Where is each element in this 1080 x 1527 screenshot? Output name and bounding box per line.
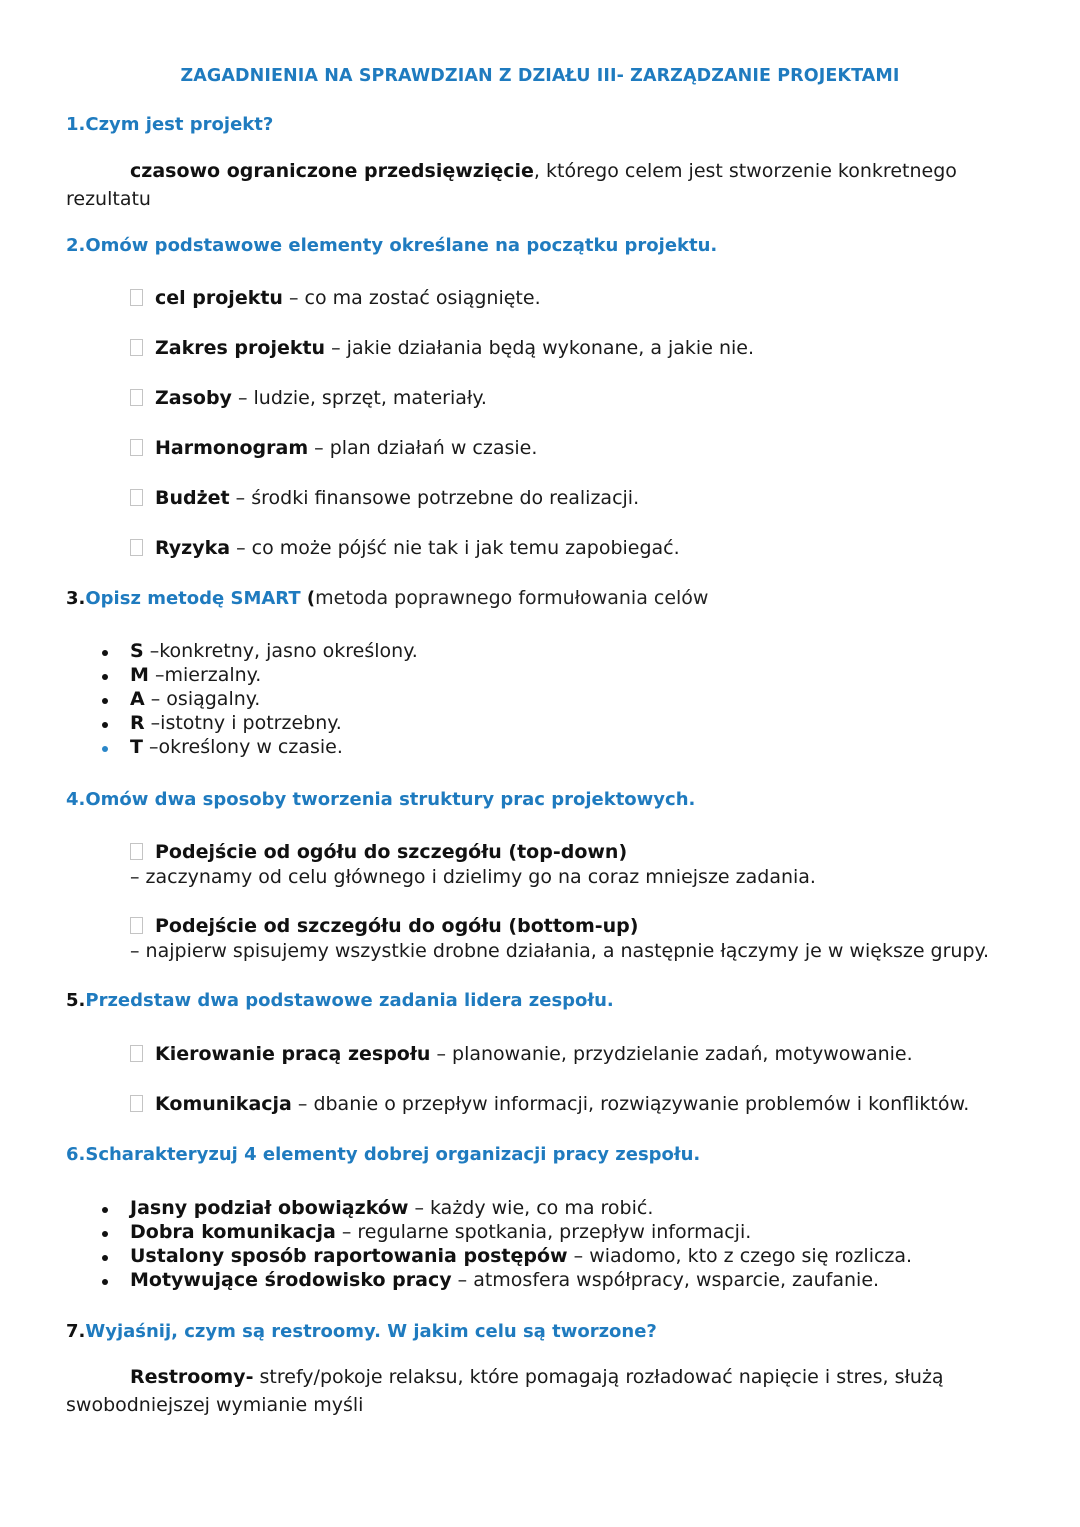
item-term: S: [130, 640, 144, 662]
item-term: Ryzyka: [155, 537, 231, 559]
checkbox-icon: [130, 439, 143, 456]
question-number: 5.: [66, 990, 86, 1011]
checkbox-icon: [130, 1095, 143, 1112]
heading-note: metoda poprawnego formułowania celów: [315, 587, 709, 609]
item-desc: – jakie działania będą wykonane, a jakie nie.: [325, 337, 754, 359]
bullet-icon: [102, 674, 108, 680]
bullet-icon: [102, 1207, 108, 1213]
item-desc: – atmosfera współpracy, wsparcie, zaufanie.: [451, 1269, 880, 1291]
item-term: Podejście od ogółu do szczegółu (top-down): [155, 841, 628, 863]
item-term: Ustalony sposób raportowania postępów: [130, 1245, 568, 1267]
item-desc: –konkretny, jasno określony.: [143, 640, 418, 662]
item-desc: – każdy wie, co ma robić.: [408, 1197, 654, 1219]
list-item-desc: – zaczynamy od celu głównego i dzielimy go na coraz mniejsze zadania.: [130, 866, 816, 888]
checkbox-icon: [130, 339, 143, 356]
checkbox-icon: [130, 489, 143, 506]
item-term: Motywujące środowisko pracy: [130, 1269, 452, 1291]
list-item-desc: – najpierw spisujemy wszystkie drobne działania, a następnie łączymy je w większe grupy.: [130, 940, 990, 962]
item-desc: – co ma zostać osiągnięte.: [282, 287, 541, 309]
item-term: Budżet: [155, 487, 230, 509]
item-term: A: [130, 688, 145, 710]
list-item: [130, 487, 639, 509]
question-5-heading: [66, 990, 614, 1011]
question-6-heading: 6.Scharakteryzuj 4 elementy dobrej organizacji pracy zespołu.: [66, 1144, 701, 1165]
checkbox-icon: [130, 289, 143, 306]
heading-text: Wyjaśnij, czym są restroomy. W jakim celu są tworzone?: [85, 1321, 657, 1342]
checkbox-icon: [130, 389, 143, 406]
list-item: [130, 664, 261, 686]
item-desc: – ludzie, sprzęt, materiały.: [231, 387, 487, 409]
list-item: [130, 337, 754, 359]
bullet-icon: [102, 722, 108, 728]
checkbox-icon: [130, 1045, 143, 1062]
question-1-heading: 1.Czym jest projekt?: [66, 114, 274, 135]
list-item-term: [130, 841, 627, 863]
checkbox-icon: [130, 843, 143, 860]
list-item: [130, 1197, 653, 1219]
bullet-icon: [102, 1231, 108, 1237]
question-4-heading: 4.Omów dwa sposoby tworzenia struktury prac projektowych.: [66, 789, 696, 810]
question-7-answer-line2: swobodniejszej wymianie myśli: [66, 1394, 364, 1416]
bullet-icon: [102, 698, 108, 704]
list-item: [130, 688, 260, 710]
item-term: cel projektu: [155, 287, 283, 309]
list-item-term: [130, 915, 638, 937]
checkbox-icon: [130, 917, 143, 934]
item-term: Harmonogram: [155, 437, 309, 459]
question-2-heading: 2.Omów podstawowe elementy określane na początku projektu.: [66, 235, 718, 256]
item-desc: – osiągalny.: [144, 688, 261, 710]
item-term: M: [130, 664, 149, 686]
item-desc: – wiadomo, kto z czego się rozlicza.: [567, 1245, 913, 1267]
list-item: [130, 1221, 751, 1243]
list-item: [130, 1093, 969, 1115]
item-desc: – regularne spotkania, przepływ informacji.: [335, 1221, 752, 1243]
question-1-answer-line2: rezultatu: [66, 188, 151, 210]
item-desc: –określony w czasie.: [142, 736, 343, 758]
item-term: Jasny podział obowiązków: [130, 1197, 409, 1219]
answer-term: Restroomy-: [130, 1366, 254, 1388]
item-term: Zakres projektu: [155, 337, 326, 359]
question-7-heading: [66, 1321, 657, 1342]
bullet-icon: [102, 746, 108, 752]
item-desc: –istotny i potrzebny.: [144, 712, 342, 734]
bullet-icon: [102, 650, 108, 656]
question-number: 7.: [66, 1321, 86, 1342]
item-desc: – środki finansowe potrzebne do realizacji.: [229, 487, 640, 509]
question-7-answer: [130, 1366, 944, 1388]
question-3-heading: [66, 587, 708, 609]
list-item: [130, 640, 418, 662]
bullet-icon: [102, 1255, 108, 1261]
answer-text: , którego celem jest stworzenie konkretnego: [533, 160, 957, 182]
list-item: [130, 387, 487, 409]
list-item: [130, 437, 537, 459]
list-item: [130, 537, 680, 559]
list-item: [130, 1245, 912, 1267]
item-desc: – dbanie o przepływ informacji, rozwiązywanie problemów i konfliktów.: [291, 1093, 970, 1115]
item-desc: – plan działań w czasie.: [308, 437, 538, 459]
question-1-answer: [130, 160, 957, 182]
list-item: [130, 712, 342, 734]
question-number: 3.: [66, 588, 86, 609]
item-term: T: [130, 736, 143, 758]
item-term: Kierowanie pracą zespołu: [155, 1043, 431, 1065]
list-item: [130, 1043, 913, 1065]
answer-term: czasowo ograniczone przedsięwzięcie: [130, 160, 534, 182]
list-item: [130, 287, 541, 309]
item-term: Zasoby: [155, 387, 232, 409]
item-term: Podejście od szczegółu do ogółu (bottom-up): [155, 915, 639, 937]
checkbox-icon: [130, 539, 143, 556]
item-desc: – co może pójść nie tak i jak temu zapobiegać.: [230, 537, 680, 559]
document-title: ZAGADNIENIA NA SPRAWDZIAN Z DZIAŁU III- ZARZĄDZANIE PROJEKTAMI: [180, 66, 900, 86]
list-item: [130, 736, 343, 758]
item-term: R: [130, 712, 145, 734]
item-term: Komunikacja: [155, 1093, 292, 1115]
item-desc: –mierzalny.: [148, 664, 262, 686]
list-item: [130, 1269, 879, 1291]
bullet-icon: [102, 1279, 108, 1285]
answer-text: strefy/pokoje relaksu, które pomagają rozładować napięcie i stres, służą: [253, 1366, 944, 1388]
paren: (: [300, 588, 316, 609]
item-term: Dobra komunikacja: [130, 1221, 336, 1243]
item-desc: – planowanie, przydzielanie zadań, motywowanie.: [430, 1043, 913, 1065]
heading-text: Opisz metodę SMART: [85, 588, 301, 609]
heading-text: Przedstaw dwa podstawowe zadania lidera zespołu.: [85, 990, 614, 1011]
